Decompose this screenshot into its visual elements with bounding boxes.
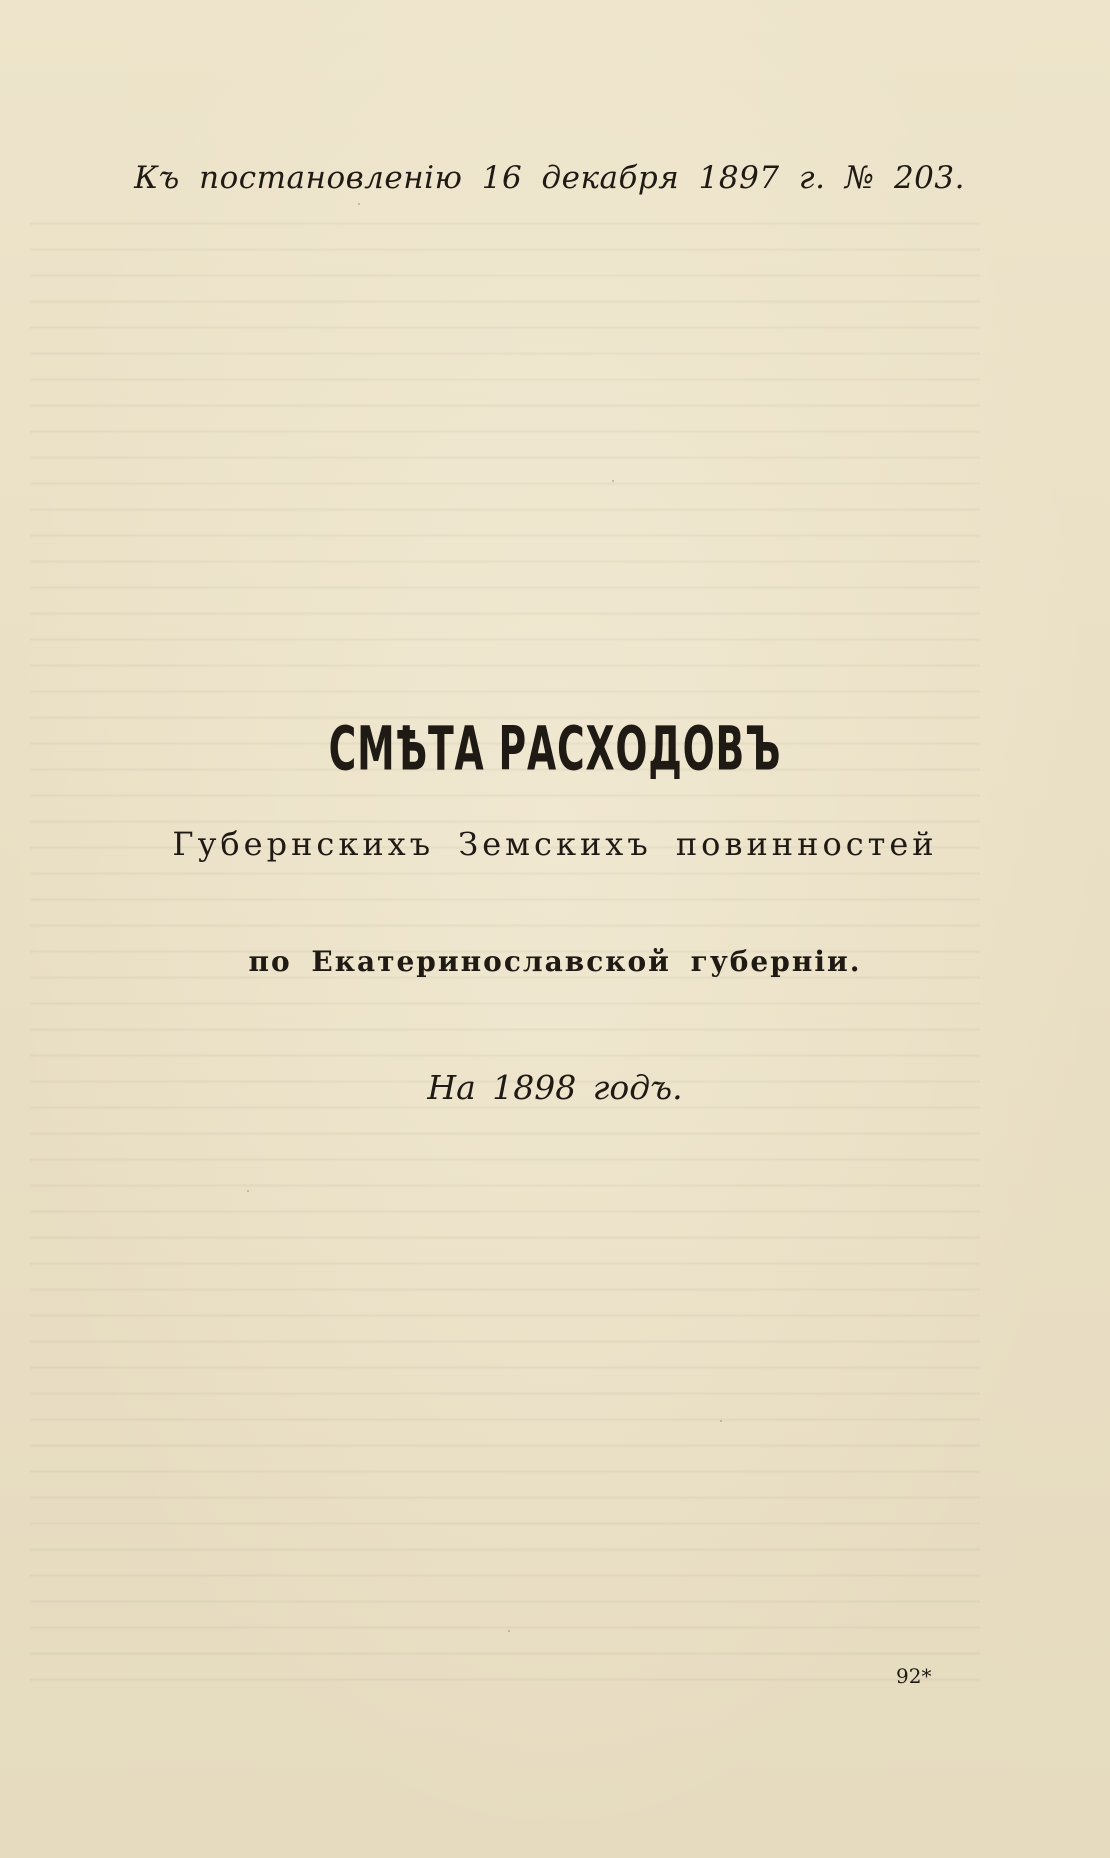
paper-speck: [612, 480, 614, 482]
subtitle-duties: Губернскихъ Земскихъ повинностей: [172, 825, 938, 863]
sheet-number: 92*: [896, 1664, 932, 1688]
paper-speck: [508, 1630, 510, 1632]
paper-speck: [247, 1190, 249, 1192]
subtitle-province: по Екатеринославской губерніи.: [248, 945, 862, 978]
resolution-reference: Къ постановленію 16 декабря 1897 г. № 203.: [134, 160, 965, 196]
document-title: СМѢТА РАСХОДОВЪ: [328, 712, 782, 784]
budget-year: На 1898 годъ.: [427, 1068, 683, 1107]
paper-speck: [720, 1420, 722, 1422]
paper-speck: [358, 203, 360, 205]
